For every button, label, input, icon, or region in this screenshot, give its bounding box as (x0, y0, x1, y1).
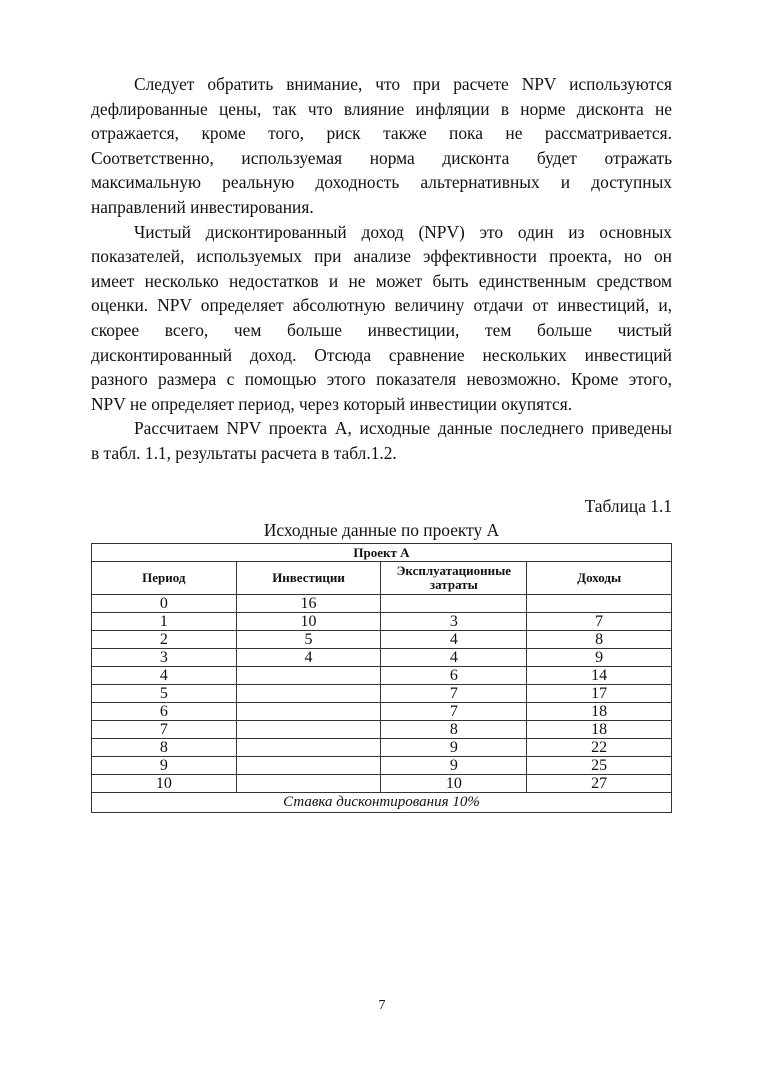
table-cell: 10 (381, 775, 527, 793)
table-cell: 5 (92, 685, 237, 703)
table-cell: 14 (527, 667, 672, 685)
column-header-period: Период (92, 562, 237, 595)
text-line: Чистый дисконтированный доход (NPV) это один из основных (134, 221, 672, 242)
text-line: имеет несколько недостатков и не может быть единственным средством (91, 270, 672, 291)
text-line: NPV не определяет период, через который инвестиции окупятся. (91, 393, 573, 414)
table-row (92, 757, 672, 775)
table-cell (236, 775, 381, 793)
table-cell: 0 (92, 595, 237, 613)
table-cell (236, 703, 381, 721)
text-line: направлений инвестирования. (91, 196, 314, 217)
table-cell: 22 (527, 739, 672, 757)
text-line: максимальную реальную доходность альтернативных и доступных (91, 172, 672, 193)
table-cell: 3 (381, 613, 527, 631)
column-header-investments: Инвестиции (236, 562, 381, 595)
table-cell: 7 (381, 685, 527, 703)
table-cell (527, 595, 672, 613)
table-row (92, 667, 672, 685)
table-row (92, 631, 672, 649)
table-cell: 5 (236, 631, 381, 649)
page-number: 7 (378, 998, 386, 1013)
column-header-income: Доходы (527, 562, 672, 595)
text-line: отражается, кроме того, риск также пока не рассматривается. (91, 123, 672, 144)
text-line: Следует обратить внимание, что при расчете NPV используются (134, 74, 672, 94)
table-cell: 18 (527, 703, 672, 721)
table-cell: 9 (92, 757, 237, 775)
table-row (92, 721, 672, 739)
text-line: дефлированные цены, так что влияние инфляции в норме дисконта не (91, 98, 672, 119)
table-cell: 25 (527, 757, 672, 775)
text-line: разного размера с помощью этого показателя невозможно. Кроме этого, (91, 369, 672, 390)
table-row (92, 685, 672, 703)
table-cell: 7 (381, 703, 527, 721)
table-cell: 4 (236, 649, 381, 667)
paragraph-npv-definition (91, 220, 672, 417)
table-label: Таблица 1.1 (584, 496, 672, 516)
table-row (92, 703, 672, 721)
table-cell: 27 (527, 775, 672, 793)
table-cell: 1 (92, 613, 237, 631)
text-line: Рассчитаем NPV проекта А, исходные данные последнего приведены (134, 418, 672, 439)
table-cell (236, 721, 381, 739)
table-cell: 9 (381, 739, 527, 757)
table-row (92, 739, 672, 757)
table-cell (236, 667, 381, 685)
table-cell (381, 595, 527, 613)
table-cell: 3 (92, 649, 237, 667)
table-cell (236, 739, 381, 757)
table-cell: 9 (527, 649, 672, 667)
table-cell: 4 (92, 667, 237, 685)
table-cell: 8 (92, 739, 237, 757)
document-body (91, 72, 672, 466)
text-line: показателей, используемых при анализе эффективности проекта, но он (91, 246, 672, 267)
table-cell: 4 (381, 649, 527, 667)
text-line: скорее всего, чем больше инвестиции, тем больше чистый (91, 319, 672, 340)
text-line: оценки. NPV определяет абсолютную величину отдачи от инвестиций, и, (91, 295, 672, 316)
table-cell: 6 (381, 667, 527, 685)
table-cell (236, 757, 381, 775)
table-cell: 9 (381, 757, 527, 775)
text-line: Соответственно, используемая норма дисконта будет отражать (91, 147, 672, 168)
project-header: Проект А (92, 544, 672, 562)
table-cell: 8 (527, 631, 672, 649)
table-cell: 8 (381, 721, 527, 739)
text-line: дисконтированный доход. Отсюда сравнение нескольких инвестиций (91, 344, 672, 365)
paragraph-npv-deflated (91, 72, 672, 220)
table-cell: 16 (236, 595, 381, 613)
table-cell: 4 (381, 631, 527, 649)
table-row (92, 649, 672, 667)
table-cell (236, 685, 381, 703)
text-line: в табл. 1.1, результаты расчета в табл.1.2. (91, 442, 397, 463)
table-row (92, 595, 672, 613)
table-row (92, 613, 672, 631)
table-cell: 10 (236, 613, 381, 631)
table-cell: 6 (92, 703, 237, 721)
discount-rate-note: Ставка дисконтирования 10% (92, 793, 672, 813)
table-row (92, 775, 672, 793)
table-title: Исходные данные по проекту А (263, 520, 500, 540)
project-a-table (91, 543, 672, 813)
table-cell: 18 (527, 721, 672, 739)
column-header-operating-costs: Эксплуатационные затраты (381, 562, 527, 595)
paragraph-calc-intro (91, 416, 672, 465)
table-cell: 10 (92, 775, 237, 793)
table-cell: 7 (92, 721, 237, 739)
table-cell: 17 (527, 685, 672, 703)
table-cell: 7 (527, 613, 672, 631)
table-cell: 2 (92, 631, 237, 649)
